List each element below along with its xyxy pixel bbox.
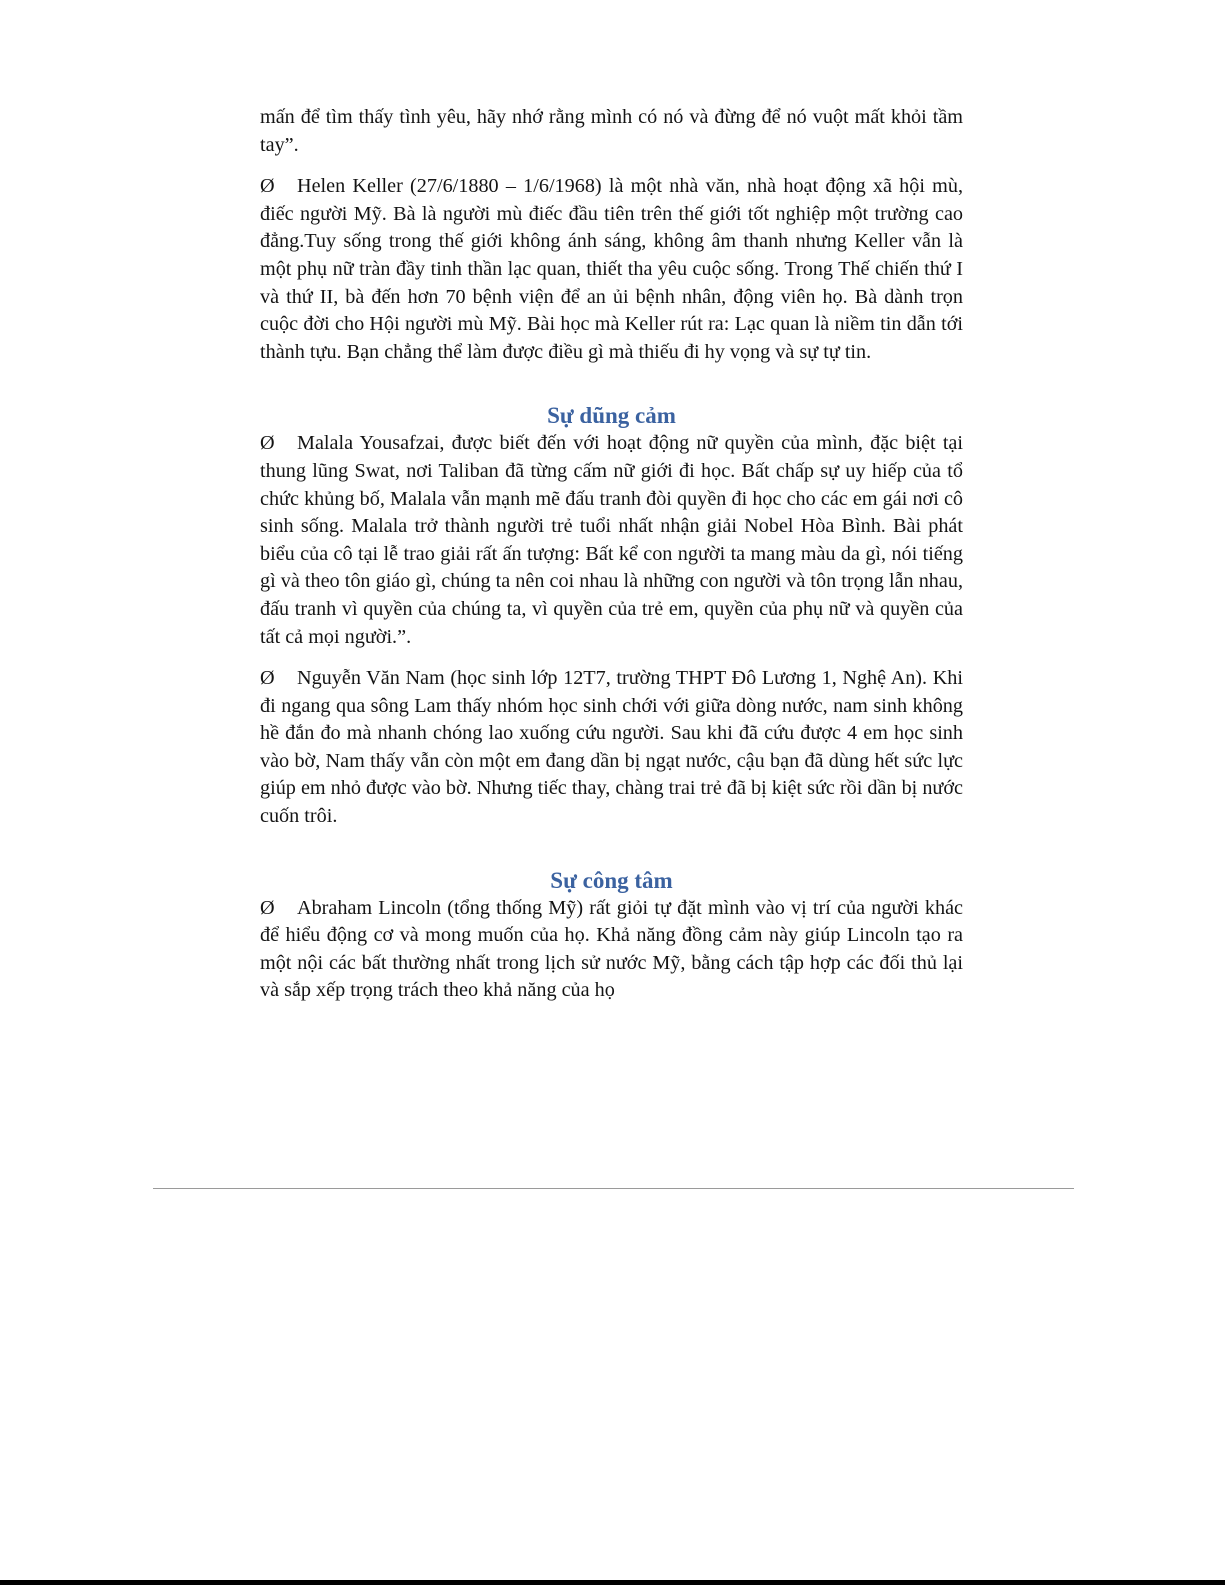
paragraph-malala [260, 430, 963, 651]
paragraph-love-ending: mấn để tìm thấy tình yêu, hãy nhớ rằng mình có nó và đừng để nó vuột mất khỏi tầm tay”. [260, 106, 963, 156]
paragraph-helen-keller [260, 173, 963, 366]
bullet-icon: Ø [260, 432, 275, 455]
malala-text: Malala Yousafzai, được biết đến với hoạt động nữ quyền của mình, đặc biệt tại thung lũng Swat, nơi Taliban đã từng cấm nữ giới đi học. Bất chấp sự uy hiếp của tổ chức khủng bố, Malala vẫn mạnh mẽ đấu tranh đòi quyền đi học cho các em gái nơi cô sinh sống. Malala trở thành người trẻ tuổi nhất nhận giải Nobel Hòa Bình. Bài phát biểu của cô tại lễ trao giải rất ấn tượng: Bất kể con người ta mang màu da gì, nói tiếng gì và theo tôn giáo gì, chúng ta nên coi nhau là những con người và tôn trọng lẫn nhau, đấu tranh vì quyền của chúng ta, vì quyền của trẻ em, quyền của phụ nữ và quyền của tất cả mọi người.”. [260, 432, 963, 648]
page-bottom-edge [0, 1580, 1225, 1585]
spacer [260, 380, 963, 402]
abraham-lincoln-text: Abraham Lincoln (tổng thống Mỹ) rất giỏi tự đặt mình vào vị trí của người khác để hiểu động cơ và mong muốn của họ. Khả năng đồng cảm này giúp Lincoln tạo ra một nội các bất thường nhất trong lịch sử nước Mỹ, bằng cách tập hợp các đối thủ lại và sắp xếp trọng trách theo khả năng của họ [260, 896, 963, 1002]
helen-keller-text: Helen Keller (27/6/1880 – 1/6/1968) là một nhà văn, nhà hoạt động xã hội mù, điếc người Mỹ. Bà là người mù điếc đầu tiên trên thế giới tốt nghiệp một trường cao đẳng.Tuy sống trong thế giới không ánh sáng, không âm thanh nhưng Keller vẫn là một phụ nữ tràn đầy tinh thần lạc quan, thiết tha yêu cuộc sống. Trong Thế chiến thứ I và thứ II, bà đến hơn 70 bệnh viện để an ủi bệnh nhân, động viên họ. Bà dành trọn cuộc đời cho Hội người mù Mỹ. Bài học mà Keller rút ra: Lạc quan là niềm tin dẫn tới thành tựu. Bạn chẳng thể làm được điều gì mà thiếu đi hy vọng và sự tự tin. [260, 175, 963, 363]
bullet-icon: Ø [260, 667, 275, 690]
bullet-icon: Ø [260, 896, 275, 919]
page-content [260, 104, 963, 1019]
page-footer-divider [153, 1188, 1074, 1189]
nguyen-van-nam-text: Nguyễn Văn Nam (học sinh lớp 12T7, trường THPT Đô Lương 1, Nghệ An). Khi đi ngang qua sông Lam thấy nhóm học sinh chới với giữa dòng nước, nam sinh không hề đắn đo mà nhanh chóng lao xuống cứu người. Sau khi đã cứu được 4 em học sinh vào bờ, Nam thấy vẫn còn một em đang dần bị ngạt nước, cậu bạn đã dùng hết sức lực giúp em nhỏ được vào bờ. Nhưng tiếc thay, chàng trai trẻ đã bị kiệt sức rồi dần bị nước cuốn trôi. [260, 667, 963, 828]
paragraph-nguyen-van-nam [260, 665, 963, 831]
bullet-icon: Ø [260, 175, 275, 198]
heading-empathy: Sự công tâm [550, 867, 673, 893]
spacer [260, 845, 963, 867]
paragraph-abraham-lincoln [260, 895, 963, 1005]
heading-courage: Sự dũng cảm [547, 403, 676, 429]
